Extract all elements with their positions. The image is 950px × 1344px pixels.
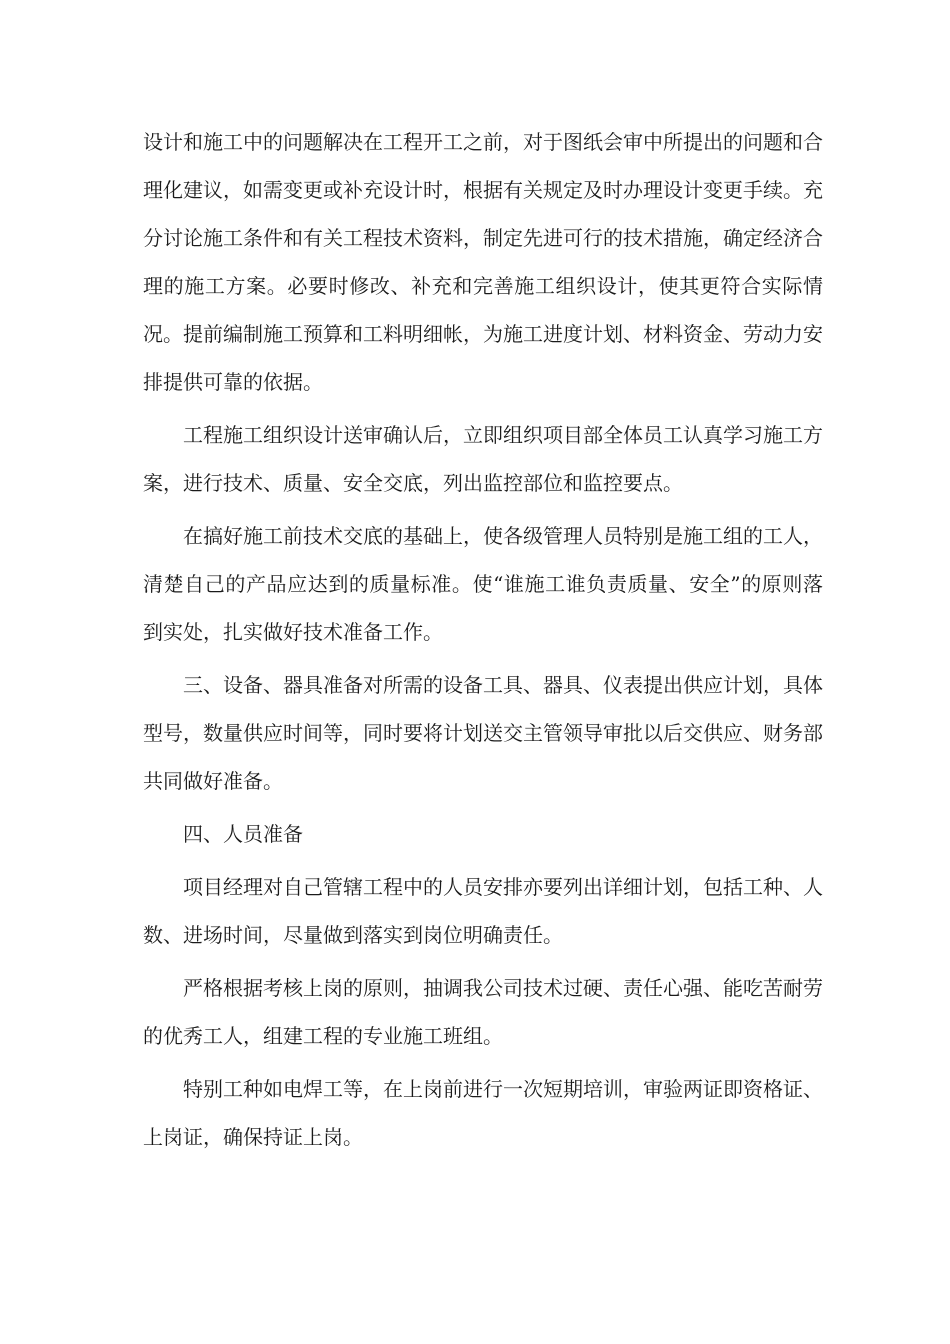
paragraph-6: 项目经理对自己管辖工程中的人员安排亦要列出详细计划，包括工种、人数、进场时间，尽量做到落实到岗位明确责任。 bbox=[143, 875, 823, 947]
paragraph-4: 三、设备、器具准备对所需的设备工具、器具、仪表提出供应计划，具体型号，数量供应时间等，同时要将计划送交主管领导审批以后交供应、财务部共同做好准备。 bbox=[143, 673, 823, 793]
section-heading-personnel: 四、人员准备 bbox=[183, 822, 303, 846]
paragraph-3: 在搞好施工前技术交底的基础上，使各级管理人员特别是施工组的工人，清楚自己的产品应达到的质量标准。使“谁施工谁负责质量、安全”的原则落到实处，扎实做好技术准备工作。 bbox=[143, 524, 823, 644]
paragraph-7: 严格根据考核上岗的原则，抽调我公司技术过硬、责任心强、能吃苦耐劳的优秀工人，组建工程的专业施工班组。 bbox=[143, 976, 823, 1048]
document-body bbox=[143, 118, 823, 1166]
paragraph-1: 设计和施工中的问题解决在工程开工之前，对于图纸会审中所提出的问题和合理化建议，如需变更或补充设计时，根据有关规定及时办理设计变更手续。充分讨论施工条件和有关工程技术资料，制定先进可行的技术措施，确定经济合理的施工方案。必要时修改、补充和完善施工组织设计，使其更符合实际情况。提前编制施工预算和工料明细帐，为施工进度计划、材料资金、劳动力安排提供可靠的依据。 bbox=[143, 130, 823, 394]
paragraph-8: 特别工种如电焊工等，在上岗前进行一次短期培训，审验两证即资格证、上岗证，确保持证上岗。 bbox=[143, 1077, 823, 1149]
paragraph-2: 工程施工组织设计送审确认后，立即组织项目部全体员工认真学习施工方案，进行技术、质量、安全交底，列出监控部位和监控要点。 bbox=[143, 423, 823, 495]
